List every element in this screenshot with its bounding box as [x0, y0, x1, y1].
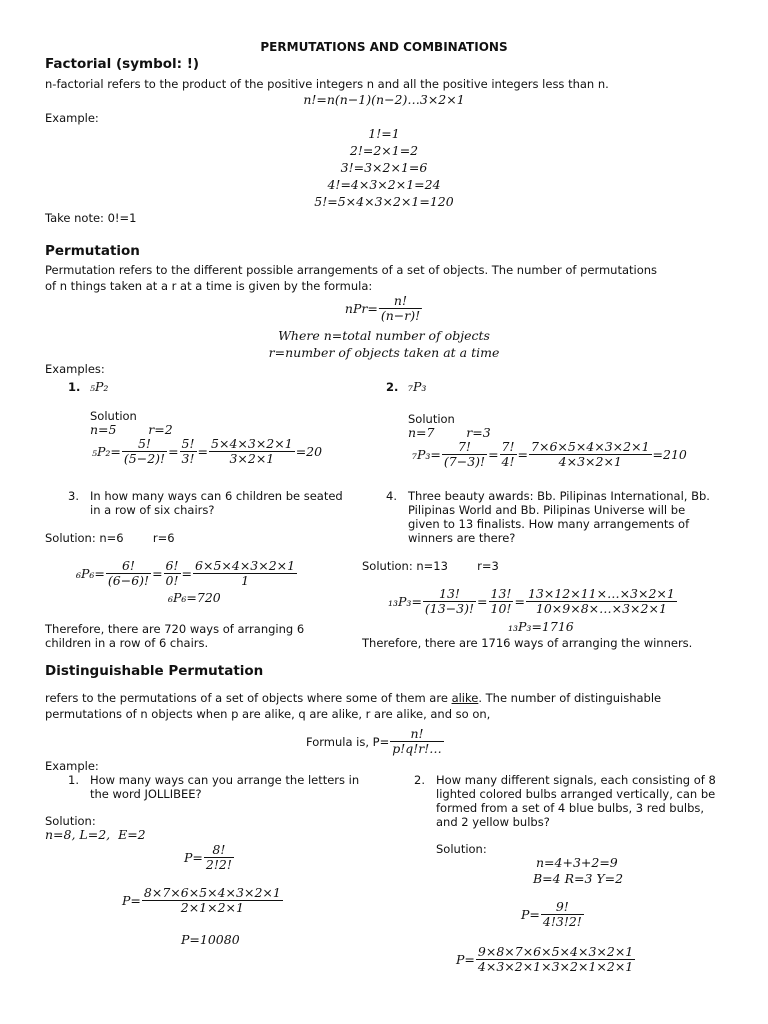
dist-ex2-solution-label: Solution:	[436, 842, 487, 856]
perm-ex2-work: ₇P₃= $\frac{7!}{(7-3)!}$ = $\frac{7!}{4!}$ = $\frac{7\times 6\times 5\times 4\times 3\times 2\times 1}{4\times 3\times 2\times 1}$ =210	[412, 439, 687, 469]
dist-ex2-question-3: formed from a set of 4 blue bulbs, 3 red bulbs,	[436, 801, 705, 815]
dist-ex1-step-2: P= $\frac{8\times 7\times 6\times 5\times 4\times 3\times 2\times 1}{2\times 1\times 2\times 1}$	[122, 885, 281, 915]
dist-ex1-number: 1.	[68, 773, 79, 787]
perm-ex4-work: ₁₃P₃= $\frac{13!}{(13-3)!}$ = $\frac{13!}{10!}$ = $\frac{13\times 12\times 11\times\dots\times 3\times 2\times 1}{10\times 9\times 8\times\dots\times 3\times 2\times 1}$	[388, 586, 675, 616]
dist-ex1-question-2: the word JOLLIBEE?	[90, 787, 202, 801]
dist-ex2-step-2: P= $\frac{9\times 8\times 7\times 6\times 5\times 4\times 3\times 2\times 1}{4\times 3\times 2\times 1\times 3\times 2\times 1\times 2\times 1}$	[456, 944, 634, 974]
permutation-where-1: Where n=total number of objects	[278, 328, 490, 343]
perm-ex4-question-4: winners are there?	[408, 531, 516, 545]
perm-ex3-number: 3.	[68, 489, 79, 503]
dist-ex1-step-1: P= $\frac{8!}{2!2!}$	[184, 842, 232, 872]
dist-formula: Formula is, P= $\frac{n!}{p!q!r!\dots}$	[306, 726, 442, 756]
dist-ex2-step-1: P= $\frac{9!}{4!3!2!}$	[521, 899, 582, 929]
perm-ex2-solution-label: Solution	[408, 412, 455, 426]
factorial-definition: n-factorial refers to the product of the positive integers n and all the positive integers less than n.	[45, 77, 609, 91]
perm-ex2-expression: ₇P₃	[408, 379, 427, 394]
factorial-note: Take note: 0!=1	[45, 211, 137, 225]
dist-heading: Distinguishable Permutation	[45, 663, 264, 679]
perm-ex2-number: 2.	[386, 380, 399, 394]
perm-ex3-result: ₆P₆=720	[168, 590, 221, 605]
perm-ex3-conclusion-1: Therefore, there are 720 ways of arranging 6	[45, 622, 305, 636]
factorial-example-label: Example:	[45, 111, 99, 125]
permutation-examples-label: Examples:	[45, 362, 105, 376]
dist-ex1-vars: n=8, L=2, E=2	[45, 827, 146, 842]
dist-ex1-solution-label: Solution:	[45, 814, 96, 828]
dist-ex2-question-2: lighted colored bulbs arranged vertically, can be	[436, 787, 716, 801]
permutation-definition-1: Permutation refers to the different possible arrangements of a set of objects. The number of permutations	[45, 263, 658, 277]
perm-ex3-question-2: in a row of six chairs?	[90, 503, 215, 517]
dist-ex2-question-1: How many different signals, each consisting of 8	[436, 773, 716, 787]
factorial-example-5: 5!=5×4×3×2×1=120	[314, 194, 454, 209]
perm-ex4-question-2: Pilipinas World and Bb. Pilipinas Universe will be	[408, 503, 686, 517]
perm-ex1-solution-label: Solution	[90, 409, 137, 423]
perm-ex2-vars: n=7 r=3	[408, 425, 491, 440]
factorial-formula: n!=n(n−1)(n−2)…3×2×1	[303, 92, 465, 107]
perm-ex1-number: 1.	[68, 380, 81, 394]
perm-ex3-question-1: In how many ways can 6 children be seated	[90, 489, 343, 503]
dist-ex1-result: P=10080	[181, 932, 240, 947]
dist-definition-1: refers to the permutations of a set of objects where some of them are alike. The number of distinguishable	[45, 691, 662, 705]
perm-ex4-vars: Solution: n=13 r=3	[362, 559, 499, 573]
perm-ex4-conclusion: Therefore, there are 1716 ways of arranging the winners.	[362, 636, 693, 650]
dist-example-label: Example:	[45, 759, 99, 773]
dist-ex2-number: 2.	[414, 773, 425, 787]
dist-ex2-vars-1: n=4+3+2=9	[536, 855, 618, 870]
dist-ex2-vars-2: B=4 R=3 Y=2	[533, 871, 624, 886]
dist-ex2-question-4: and 2 yellow bulbs?	[436, 815, 550, 829]
permutation-where-2: r=number of objects taken at a time	[268, 345, 500, 360]
perm-ex3-conclusion-2: children in a row of 6 chairs.	[45, 636, 209, 650]
factorial-example-3: 3!=3×2×1=6	[340, 160, 428, 175]
perm-ex4-question-3: given to 13 finalists. How many arrangements of	[408, 517, 690, 531]
factorial-example-1: 1!=1	[368, 126, 400, 141]
factorial-example-2: 2!=2×1=2	[349, 143, 419, 158]
dist-definition-2: permutations of n objects when p are alike, q are alike, r are alike, and so on,	[45, 707, 491, 721]
factorial-example-4: 4!=4×3×2×1=24	[327, 177, 441, 192]
factorial-heading: Factorial (symbol: !)	[45, 56, 200, 72]
perm-ex4-question-1: Three beauty awards: Bb. Pilipinas International, Bb.	[408, 489, 710, 503]
perm-ex1-work: ₅P₂= $\frac{5!}{(5-2)!}$ = $\frac{5!}{3!}$ = $\frac{5\times 4\times 3\times 2\times 1}{3\times 2\times 1}$ =20	[92, 436, 323, 466]
perm-ex4-result: ₁₃P₃=1716	[508, 619, 574, 634]
perm-ex3-work: ₆P₆= $\frac{6!}{(6-6)!}$ = $\frac{6!}{0!}$ = $\frac{6\times 5\times 4\times 3\times 2\times 1}{1}$	[76, 558, 296, 588]
permutation-definition-2: of n things taken at a r at a time is given by the formula:	[45, 279, 373, 293]
perm-ex1-vars: n=5 r=2	[90, 422, 173, 437]
permutation-heading: Permutation	[45, 243, 140, 259]
perm-ex4-number: 4.	[386, 489, 397, 503]
page-title: PERMUTATIONS AND COMBINATIONS	[260, 40, 508, 54]
dist-ex1-question-1: How many ways can you arrange the letters in	[90, 773, 360, 787]
perm-ex3-vars: Solution: n=6 r=6	[45, 531, 175, 545]
perm-ex1-expression: ₅P₂	[90, 379, 109, 394]
permutation-formula: nPr= $\frac{n!}{(n-r)!}$	[344, 293, 421, 323]
